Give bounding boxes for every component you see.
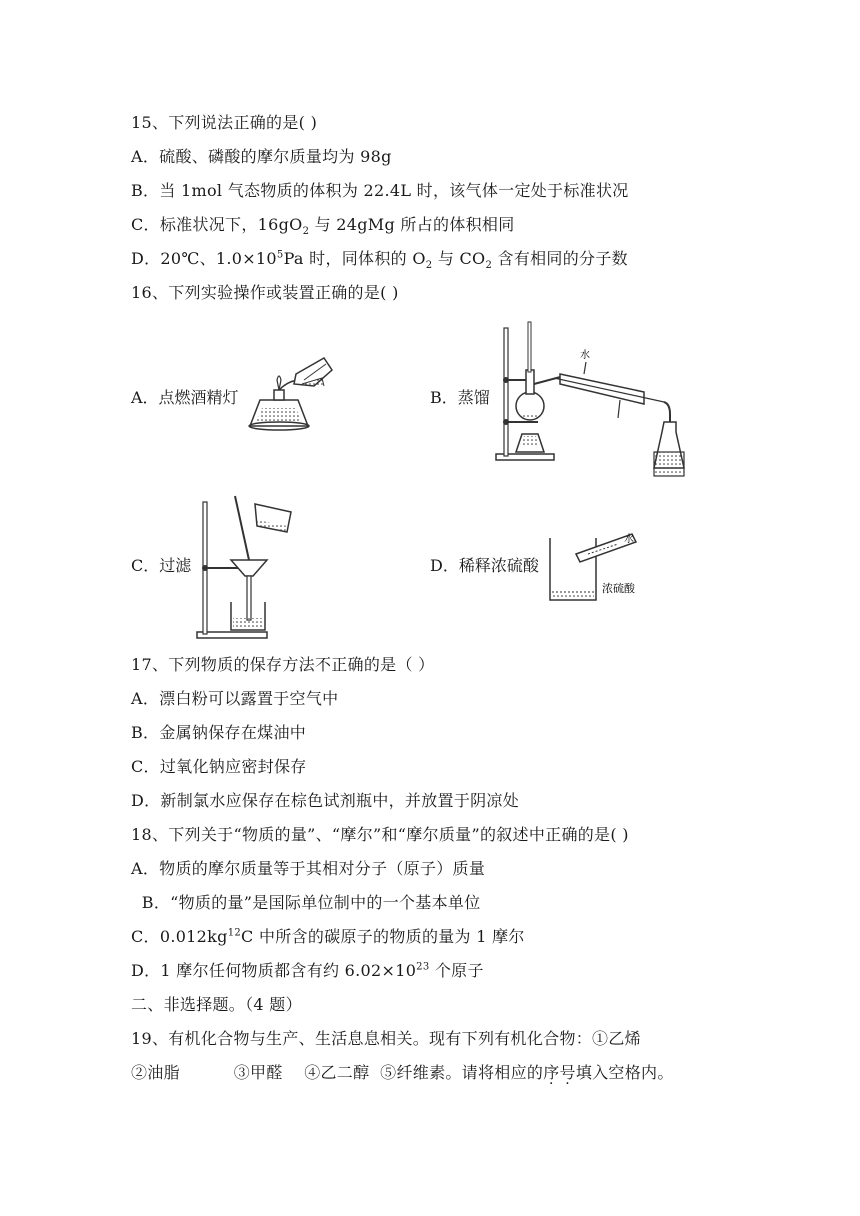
water-label: 水 — [624, 534, 634, 545]
q15-option-d: D．20℃、$1.0\times 10^5Pa$ 时，同体积的 $O_2$ 与 $CO_2$ 含有相同的分子数 — [131, 249, 628, 272]
emphasis-dot-char: 序 — [543, 1063, 560, 1082]
alcohol-lamp-figure — [244, 350, 334, 436]
dilute-acid-figure — [548, 530, 648, 606]
q17-option-d: D．新制氯水应保存在棕色试剂瓶中，并放置于阴凉处 — [131, 791, 520, 810]
q18-option-b: B．“物质的量”是国际单位制中的一个基本单位 — [131, 893, 481, 912]
emphasis-dot-char: 号 — [559, 1063, 576, 1082]
q18-stem: 18、下列关于“物质的量”、“摩尔”和“摩尔质量”的叙述中正确的是( ) — [131, 825, 629, 844]
q16-option-c-label: C．过滤 — [131, 556, 192, 575]
q15-option-b: B．当 1mol 气态物质的体积为 22.4L 时，该气体一定处于标准状况 — [131, 181, 629, 200]
q19-line-2: ②油脂 ③甲醛 ④乙二醇 ⑤纤维素。请将相应的序号填入空格内。 — [131, 1063, 674, 1082]
q18-option-d: D．1 摩尔任何物质都含有约 $6.02\times 10^{23}$ 个原子 — [131, 961, 484, 980]
q17-stem: 17、下列物质的保存方法不正确的是（ ） — [131, 655, 435, 674]
q17-option-a: A．漂白粉可以露置于空气中 — [131, 689, 339, 708]
q17-option-b: B．金属钠保存在煤油中 — [131, 723, 307, 742]
q16-option-a-label: A．点燃酒精灯 — [131, 388, 239, 407]
q16-stem: 16、下列实验操作或装置正确的是( ) — [131, 283, 399, 302]
q18-option-c: C．$0.012kg^{12}C$ 中所含的碳原子的物质的量为 1 摩尔 — [131, 927, 525, 946]
q16-option-b-label: B．蒸馏 — [430, 388, 490, 407]
q15-option-c: C．标准状况下，$16gO_2$ 与 24gMg 所占的体积相同 — [131, 215, 515, 238]
distillation-figure — [494, 318, 686, 486]
q19-line-1: 19、有机化合物与生产、生活息息相关。现有下列有机化合物：①乙烯 — [131, 1029, 641, 1048]
concentrated-acid-label: 浓硫酸 — [602, 583, 635, 595]
q18-option-a: A．物质的摩尔质量等于其相对分子（原子）质量 — [131, 859, 486, 878]
section-heading: 二、非选择题。（4 题） — [131, 995, 302, 1014]
q15-stem: 15、下列说法正确的是( ) — [131, 113, 318, 132]
q17-option-c: C．过氧化钠应密封保存 — [131, 757, 307, 776]
water-label: 水 — [580, 350, 590, 361]
q15-option-a: A．硫酸、磷酸的摩尔质量均为 98g — [131, 147, 392, 166]
filtration-figure — [195, 492, 297, 642]
q16-option-d-label: D．稀释浓硫酸 — [430, 556, 539, 575]
